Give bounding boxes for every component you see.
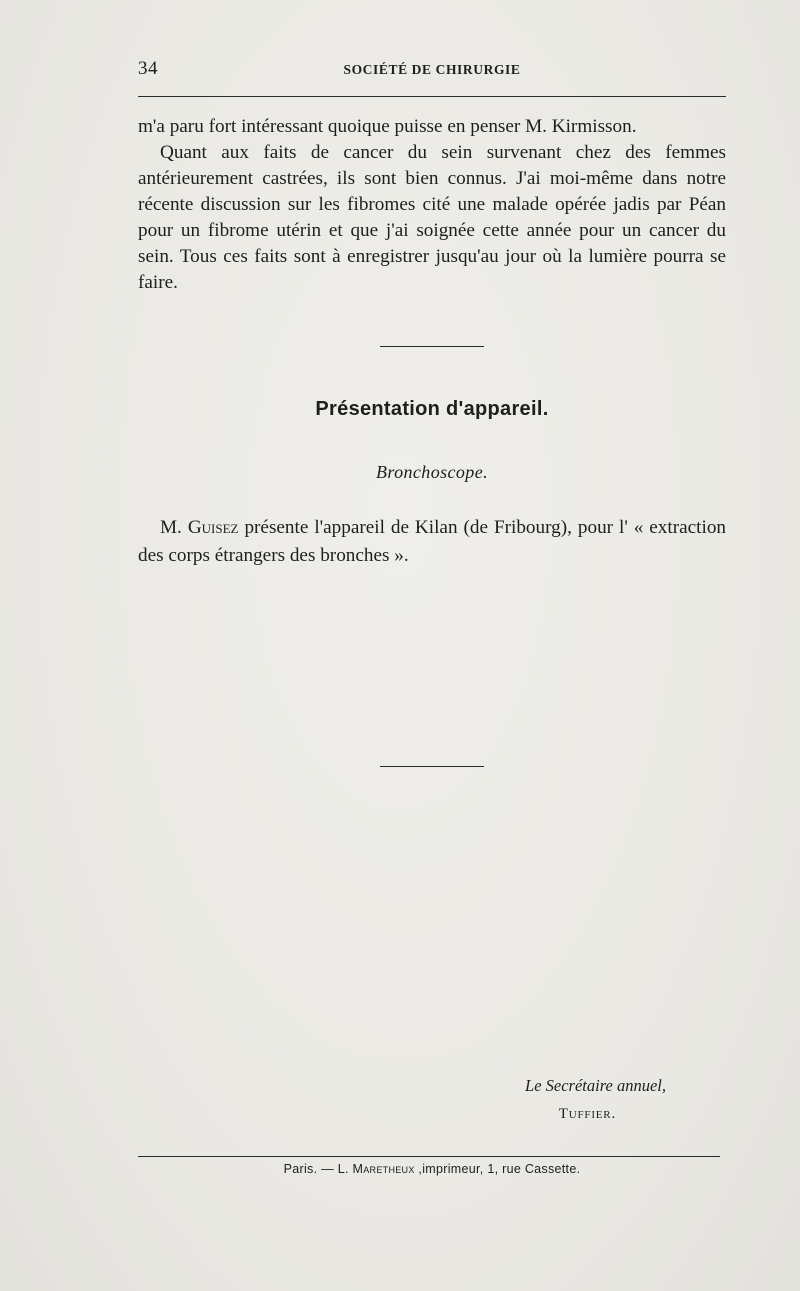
header-rule: [138, 96, 726, 97]
section-divider: [380, 346, 484, 347]
paragraph-continuation: m'a paru fort intéressant quoique puisse en penser M. Kirmisson.: [138, 116, 637, 137]
imprint-prefix: Paris. — L.: [283, 1162, 353, 1176]
signature-name: Tuffier.: [558, 1106, 616, 1122]
signature-block: [400, 1072, 666, 1128]
body-text: [138, 114, 726, 296]
imprint-suffix: ,imprimeur, 1, rue Cassette.: [414, 1162, 581, 1176]
paragraph-cancer-cases: Quant aux faits de cancer du sein survenant chez des femmes antérieurement castrées, ils sont bien connus. J'ai moi-même dans notre récente discussion sur les fibromes cité une malade opérée jadis par Péan pour un fibrome utérin et que j'ai soignée cette année pour un cancer du sein. Tous ces faits sont à enregistrer jusqu'au jour où la lumière pourra se faire.: [138, 142, 726, 293]
page-number: 34: [138, 58, 158, 79]
section-subheading: Bronchoscope.: [375, 462, 488, 482]
running-title: SOCIÉTÉ DE CHIRURGIE: [343, 62, 521, 77]
presentation-body: présente l'appareil de Kilan (de Fribourg), pour l' « extraction des corps étrangers des bronches ».: [138, 517, 727, 566]
presenter-name: Guisez: [187, 517, 239, 538]
running-header: [138, 58, 726, 82]
presenter-prefix: M.: [160, 517, 188, 538]
presentation-paragraph: [138, 514, 726, 570]
imprint-printer: Maretheux: [352, 1162, 415, 1176]
footer-rule: [138, 1156, 720, 1157]
printer-imprint: [138, 1162, 726, 1176]
section-heading: Présentation d'appareil.: [315, 398, 549, 420]
signature-title: Le Secrétaire annuel,: [525, 1076, 666, 1095]
closing-divider: [380, 766, 484, 767]
